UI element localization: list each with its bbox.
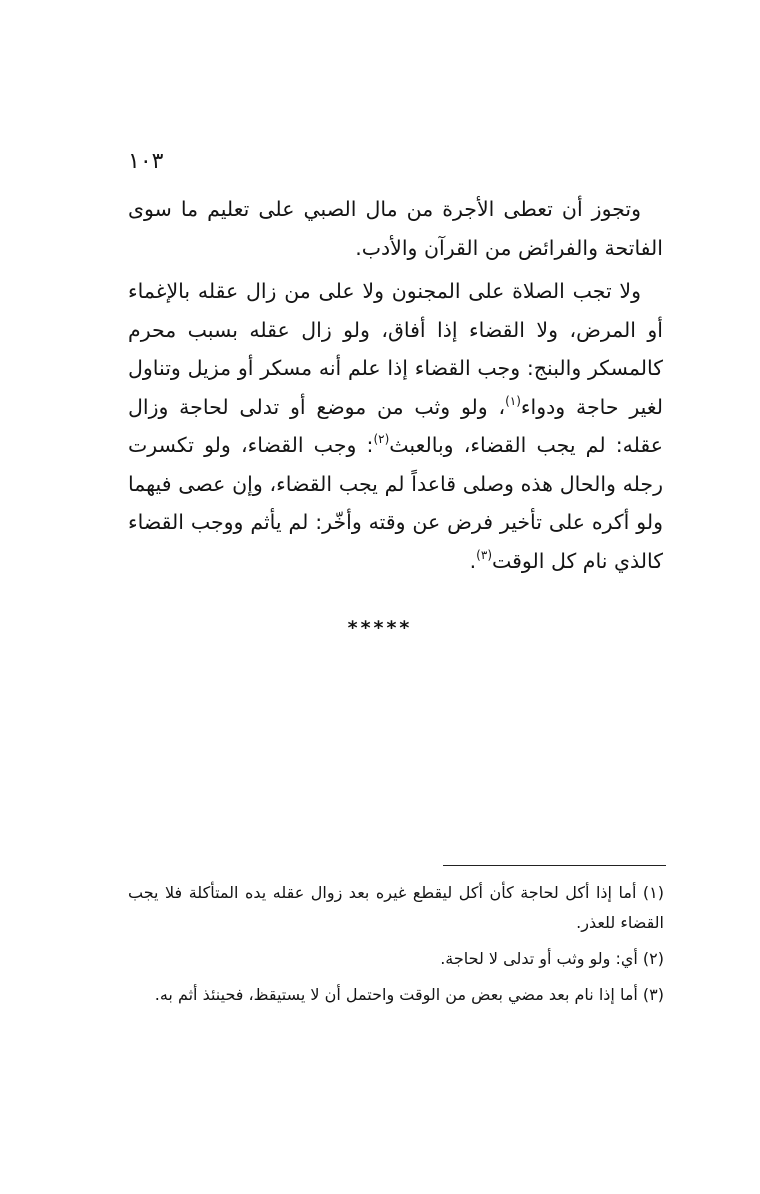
footnote-1: (١) أما إذا أكل لحاجة كأن أكل ليقطع غيره بعد زوال عقله يده المتأكلة فلا يجب القضاء للعذر.	[128, 883, 664, 932]
page-number: ١٠٣	[128, 149, 164, 174]
paragraph-2-text: .	[469, 548, 477, 573]
section-separator: *****	[347, 617, 413, 639]
footnote-ref-1: (١)	[505, 393, 521, 408]
paragraph-2-text: ، ولو وثب من موضع أو تدلى لحاجة وزال عقله: لم يجب القضاء، وبالعبث	[128, 394, 663, 457]
footnote-divider	[443, 865, 666, 866]
footnote-3: (٣) أما إذا نام بعد مضي بعض من الوقت واحتمل أن لا يستيقظ، فحينئذ أثم به.	[154, 985, 664, 1004]
footnote-2: (٢) أي: ولو وثب أو تدلى لا لحاجة.	[440, 949, 664, 968]
paragraph-2	[128, 272, 663, 580]
paragraph-1-text: وتجوز أن تعطى الأجرة من مال الصبي على تعليم ما سوى الفاتحة والفرائض من القرآن والأدب.	[128, 197, 663, 260]
footnote-ref-2: (٢)	[373, 432, 390, 446]
footnote-ref-3: (٣)	[476, 547, 492, 562]
paragraph-2-text: ولا تجب الصلاة على المجنون ولا على من زال عقله بالإغماء أو المرض، ولا القضاء إذا أفاق، ولو زال عقله بسبب محرم كالمسكر والبنج: وجب القضاء إذا علم أنه مسكر أو مزيل وتناول لغير حاجة ودواء	[128, 279, 663, 419]
paragraph-2-text: : وجب القضاء، ولو تكسرت رجله والحال هذه وصلى قاعداً لم يجب القضاء، وإن عصى فيهما ولو أكره على تأخير فرض عن وقته وأخّر: لم يأثم ووجب القضاء كالذي نام كل الوقت	[128, 433, 663, 573]
paragraph-1	[128, 190, 663, 267]
footnotes	[128, 878, 664, 1016]
